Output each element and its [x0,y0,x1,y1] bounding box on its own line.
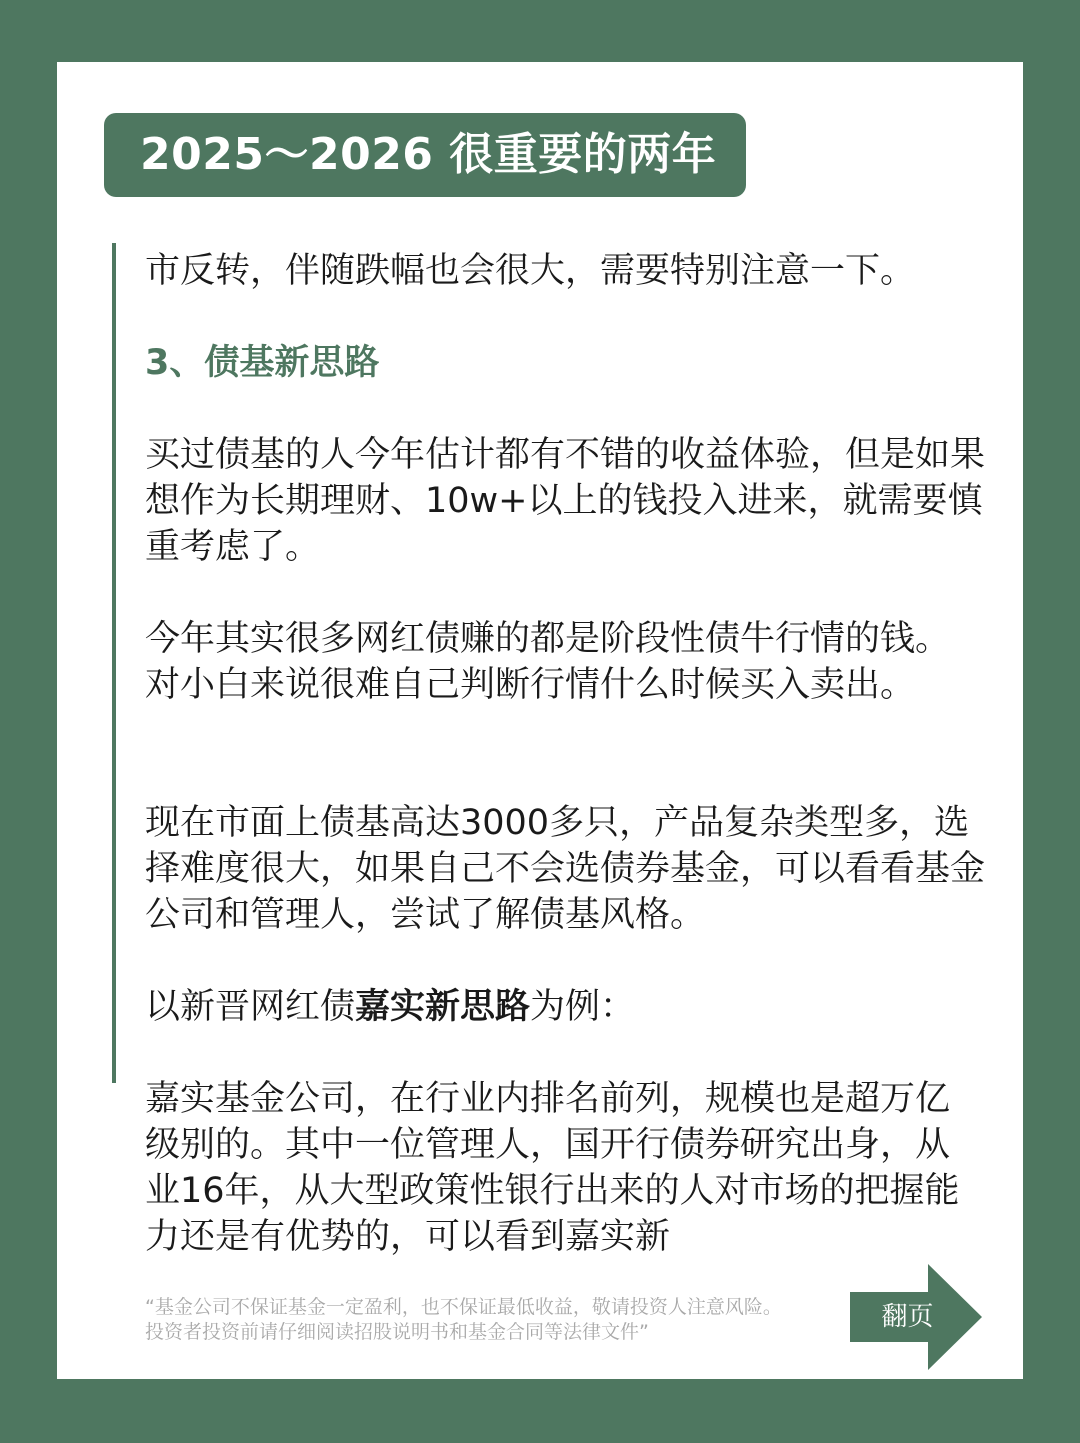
risk-disclaimer [145,1295,865,1345]
paragraph-5 [145,984,635,1030]
paragraph-1: 市反转，伴随跌幅也会很大，需要特别注意一下。 [145,251,916,291]
paragraph-5-prefix: 以新晋网红债 [145,987,356,1027]
paragraph-6: 嘉实基金公司，在行业内排名前列，规模也是超万亿级别的。其中一位管理人，国开行债券研究出身，从业16年，从大型政策性银行出来的人对市场的把握能力还是有优势的，可以看到嘉实新 [145,1079,960,1257]
paragraph-2: 买过债基的人今年估计都有不错的收益体验，但是如果想作为长期理财、10w+以上的钱投入进来，就需要慎重考虑了。 [145,435,986,567]
quote-rule [112,243,116,1083]
disclaimer-line-1: “基金公司不保证基金一定盈利，也不保证最低收益，敬请投资人注意风险。 [145,1296,782,1318]
paragraph-4: 现在市面上债基高达3000多只，产品复杂类型多，选择难度很大，如果自己不会选债券基金，可以看看基金公司和管理人，尝试了解债基风格。 [145,803,986,935]
section-heading: 3、债基新思路 [145,343,380,383]
next-page-label: 翻页 [881,1302,934,1332]
fund-name: 嘉实新思路 [355,987,531,1027]
content-card [57,62,1023,1379]
paragraph-5-suffix: 为例： [530,987,636,1027]
page-title: 2025～2026 很重要的两年 [104,113,746,197]
paragraph-3: 今年其实很多网红债赚的都是阶段性债牛行情的钱。对小白来说很难自己判断行情什么时候买入卖出。 [145,619,951,705]
next-page-button[interactable] [850,1264,982,1370]
disclaimer-line-2: 投资者投资前请仔细阅读招股说明书和基金合同等法律文件” [145,1321,649,1343]
